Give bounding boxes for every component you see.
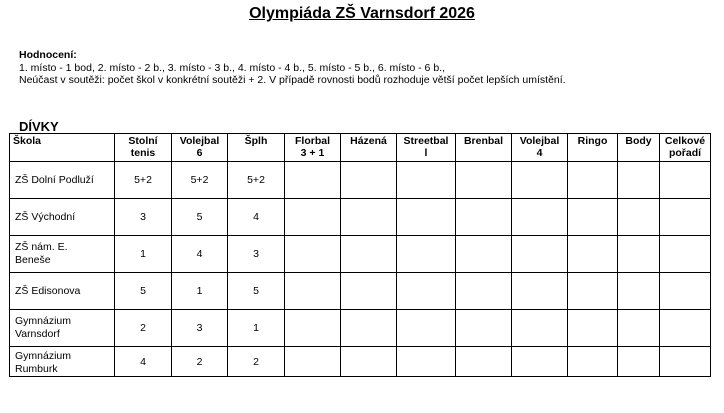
score-cell xyxy=(341,273,397,310)
score-cell xyxy=(568,310,618,347)
scoring-rules xyxy=(19,49,566,87)
score-cell xyxy=(660,347,711,377)
column-header-text: 3 + 1 xyxy=(300,147,325,159)
score-cell: 5 xyxy=(228,273,285,310)
column-header xyxy=(10,134,115,162)
score-cell xyxy=(341,310,397,347)
score-cell xyxy=(341,162,397,199)
score-cell xyxy=(397,162,456,199)
score-cell xyxy=(512,199,568,236)
school-name-cell xyxy=(10,199,115,236)
school-name-text: Gymnázium xyxy=(15,315,72,327)
column-header-text: Ringo xyxy=(577,135,608,147)
score-cell xyxy=(512,310,568,347)
score-cell xyxy=(341,199,397,236)
score-cell: 5+2 xyxy=(228,162,285,199)
score-cell xyxy=(397,199,456,236)
score-cell xyxy=(568,162,618,199)
school-name-cell xyxy=(10,162,115,199)
score-cell: 4 xyxy=(172,236,228,273)
column-header-text: Šplh xyxy=(244,135,268,147)
column-header-text: Stolní xyxy=(128,135,158,147)
rules-line-placement: 1. místo - 1 bod, 2. místo - 2 b., 3. místo - 3 b., 4. místo - 4 b., 5. místo - 5 b., 6. místo - 6 b., xyxy=(19,61,445,74)
score-cell xyxy=(397,273,456,310)
score-cell xyxy=(568,347,618,377)
score-cell: 5+2 xyxy=(115,162,172,199)
score-cell xyxy=(618,347,660,377)
score-cell xyxy=(456,236,512,273)
page-title: Olympiáda ZŠ Varnsdorf 2026 xyxy=(249,5,475,22)
score-cell: 4 xyxy=(228,199,285,236)
score-cell xyxy=(618,310,660,347)
school-name-cell xyxy=(10,347,115,377)
score-cell xyxy=(285,310,341,347)
rules-heading: Hodnocení: xyxy=(19,49,77,61)
table-body xyxy=(10,162,711,377)
score-cell xyxy=(397,236,456,273)
column-header-text: Volejbal xyxy=(519,135,560,147)
score-cell xyxy=(397,347,456,377)
score-cell xyxy=(341,236,397,273)
score-cell xyxy=(618,162,660,199)
score-cell: 4 xyxy=(115,347,172,377)
column-header xyxy=(660,134,711,162)
score-cell: 1 xyxy=(115,236,172,273)
column-header-text: Streetbal xyxy=(403,135,449,147)
score-cell: 3 xyxy=(228,236,285,273)
score-cell xyxy=(618,236,660,273)
score-cell xyxy=(660,310,711,347)
column-header xyxy=(172,134,228,162)
column-header xyxy=(512,134,568,162)
score-cell xyxy=(285,273,341,310)
score-cell xyxy=(568,199,618,236)
score-cell: 2 xyxy=(115,310,172,347)
table-row xyxy=(10,310,711,347)
school-name-text: ZŠ nám. E. xyxy=(15,241,68,253)
table-row xyxy=(10,162,711,199)
column-header-text: Florbal xyxy=(294,135,330,147)
section-label-girls: DÍVKY xyxy=(19,119,59,134)
score-cell xyxy=(285,347,341,377)
score-cell xyxy=(397,310,456,347)
table-row xyxy=(10,199,711,236)
column-header-text: l xyxy=(424,147,428,159)
score-cell: 2 xyxy=(228,347,285,377)
score-cell: 1 xyxy=(172,273,228,310)
column-header-text: tenis xyxy=(130,147,156,159)
score-cell xyxy=(285,236,341,273)
score-cell xyxy=(618,273,660,310)
score-cell xyxy=(285,162,341,199)
column-header xyxy=(397,134,456,162)
school-name-cell xyxy=(10,310,115,347)
school-name-text: ZŠ Východní xyxy=(15,210,76,223)
results-table xyxy=(9,133,711,377)
rules-line-absence: Neúčast v soutěži: počet škol v konkrétní soutěži + 2. V případě rovnosti bodů rozhoduje větší počet lepších umístění. xyxy=(19,74,566,86)
school-name-text: ZŠ Dolní Podluží xyxy=(15,173,94,186)
score-cell xyxy=(660,199,711,236)
score-cell xyxy=(512,347,568,377)
score-cell xyxy=(456,347,512,377)
column-header-text: Volejbal xyxy=(179,135,220,147)
column-header-text: 4 xyxy=(536,147,543,159)
header-row xyxy=(10,134,711,162)
score-cell xyxy=(512,273,568,310)
score-cell xyxy=(456,273,512,310)
school-name-cell xyxy=(10,236,115,273)
school-name-text: Varnsdorf xyxy=(15,328,60,340)
score-cell: 2 xyxy=(172,347,228,377)
score-cell xyxy=(568,236,618,273)
score-cell xyxy=(512,162,568,199)
column-header xyxy=(341,134,397,162)
score-cell xyxy=(660,236,711,273)
score-cell: 1 xyxy=(228,310,285,347)
column-header-text: 6 xyxy=(196,147,203,159)
column-header-text: Házená xyxy=(350,135,387,147)
school-name-text: Beneše xyxy=(15,254,51,266)
column-header xyxy=(228,134,285,162)
school-name-text: Rumburk xyxy=(15,363,58,375)
school-name-text: ZŠ Edisonova xyxy=(15,284,81,297)
score-cell xyxy=(341,347,397,377)
score-cell: 5 xyxy=(115,273,172,310)
school-name-text: Gymnázium xyxy=(15,350,72,362)
score-cell: 5 xyxy=(172,199,228,236)
column-header xyxy=(618,134,660,162)
column-header xyxy=(285,134,341,162)
score-cell: 5+2 xyxy=(172,162,228,199)
column-header-text: Body xyxy=(625,135,652,147)
score-cell: 3 xyxy=(115,199,172,236)
column-header-text: Celkové xyxy=(664,135,706,147)
column-header-text: Brenbal xyxy=(463,135,504,147)
table-row xyxy=(10,236,711,273)
column-header-text: pořadí xyxy=(668,147,702,159)
score-cell: 3 xyxy=(172,310,228,347)
score-cell xyxy=(456,310,512,347)
column-header xyxy=(568,134,618,162)
school-name-cell xyxy=(10,273,115,310)
score-cell xyxy=(568,273,618,310)
column-header-text: Škola xyxy=(13,135,42,147)
score-cell xyxy=(660,273,711,310)
score-cell xyxy=(456,162,512,199)
score-cell xyxy=(618,199,660,236)
score-cell xyxy=(456,199,512,236)
table-row xyxy=(10,347,711,377)
column-header xyxy=(456,134,512,162)
table-row xyxy=(10,273,711,310)
score-cell xyxy=(660,162,711,199)
score-cell xyxy=(512,236,568,273)
column-header xyxy=(115,134,172,162)
score-cell xyxy=(285,199,341,236)
